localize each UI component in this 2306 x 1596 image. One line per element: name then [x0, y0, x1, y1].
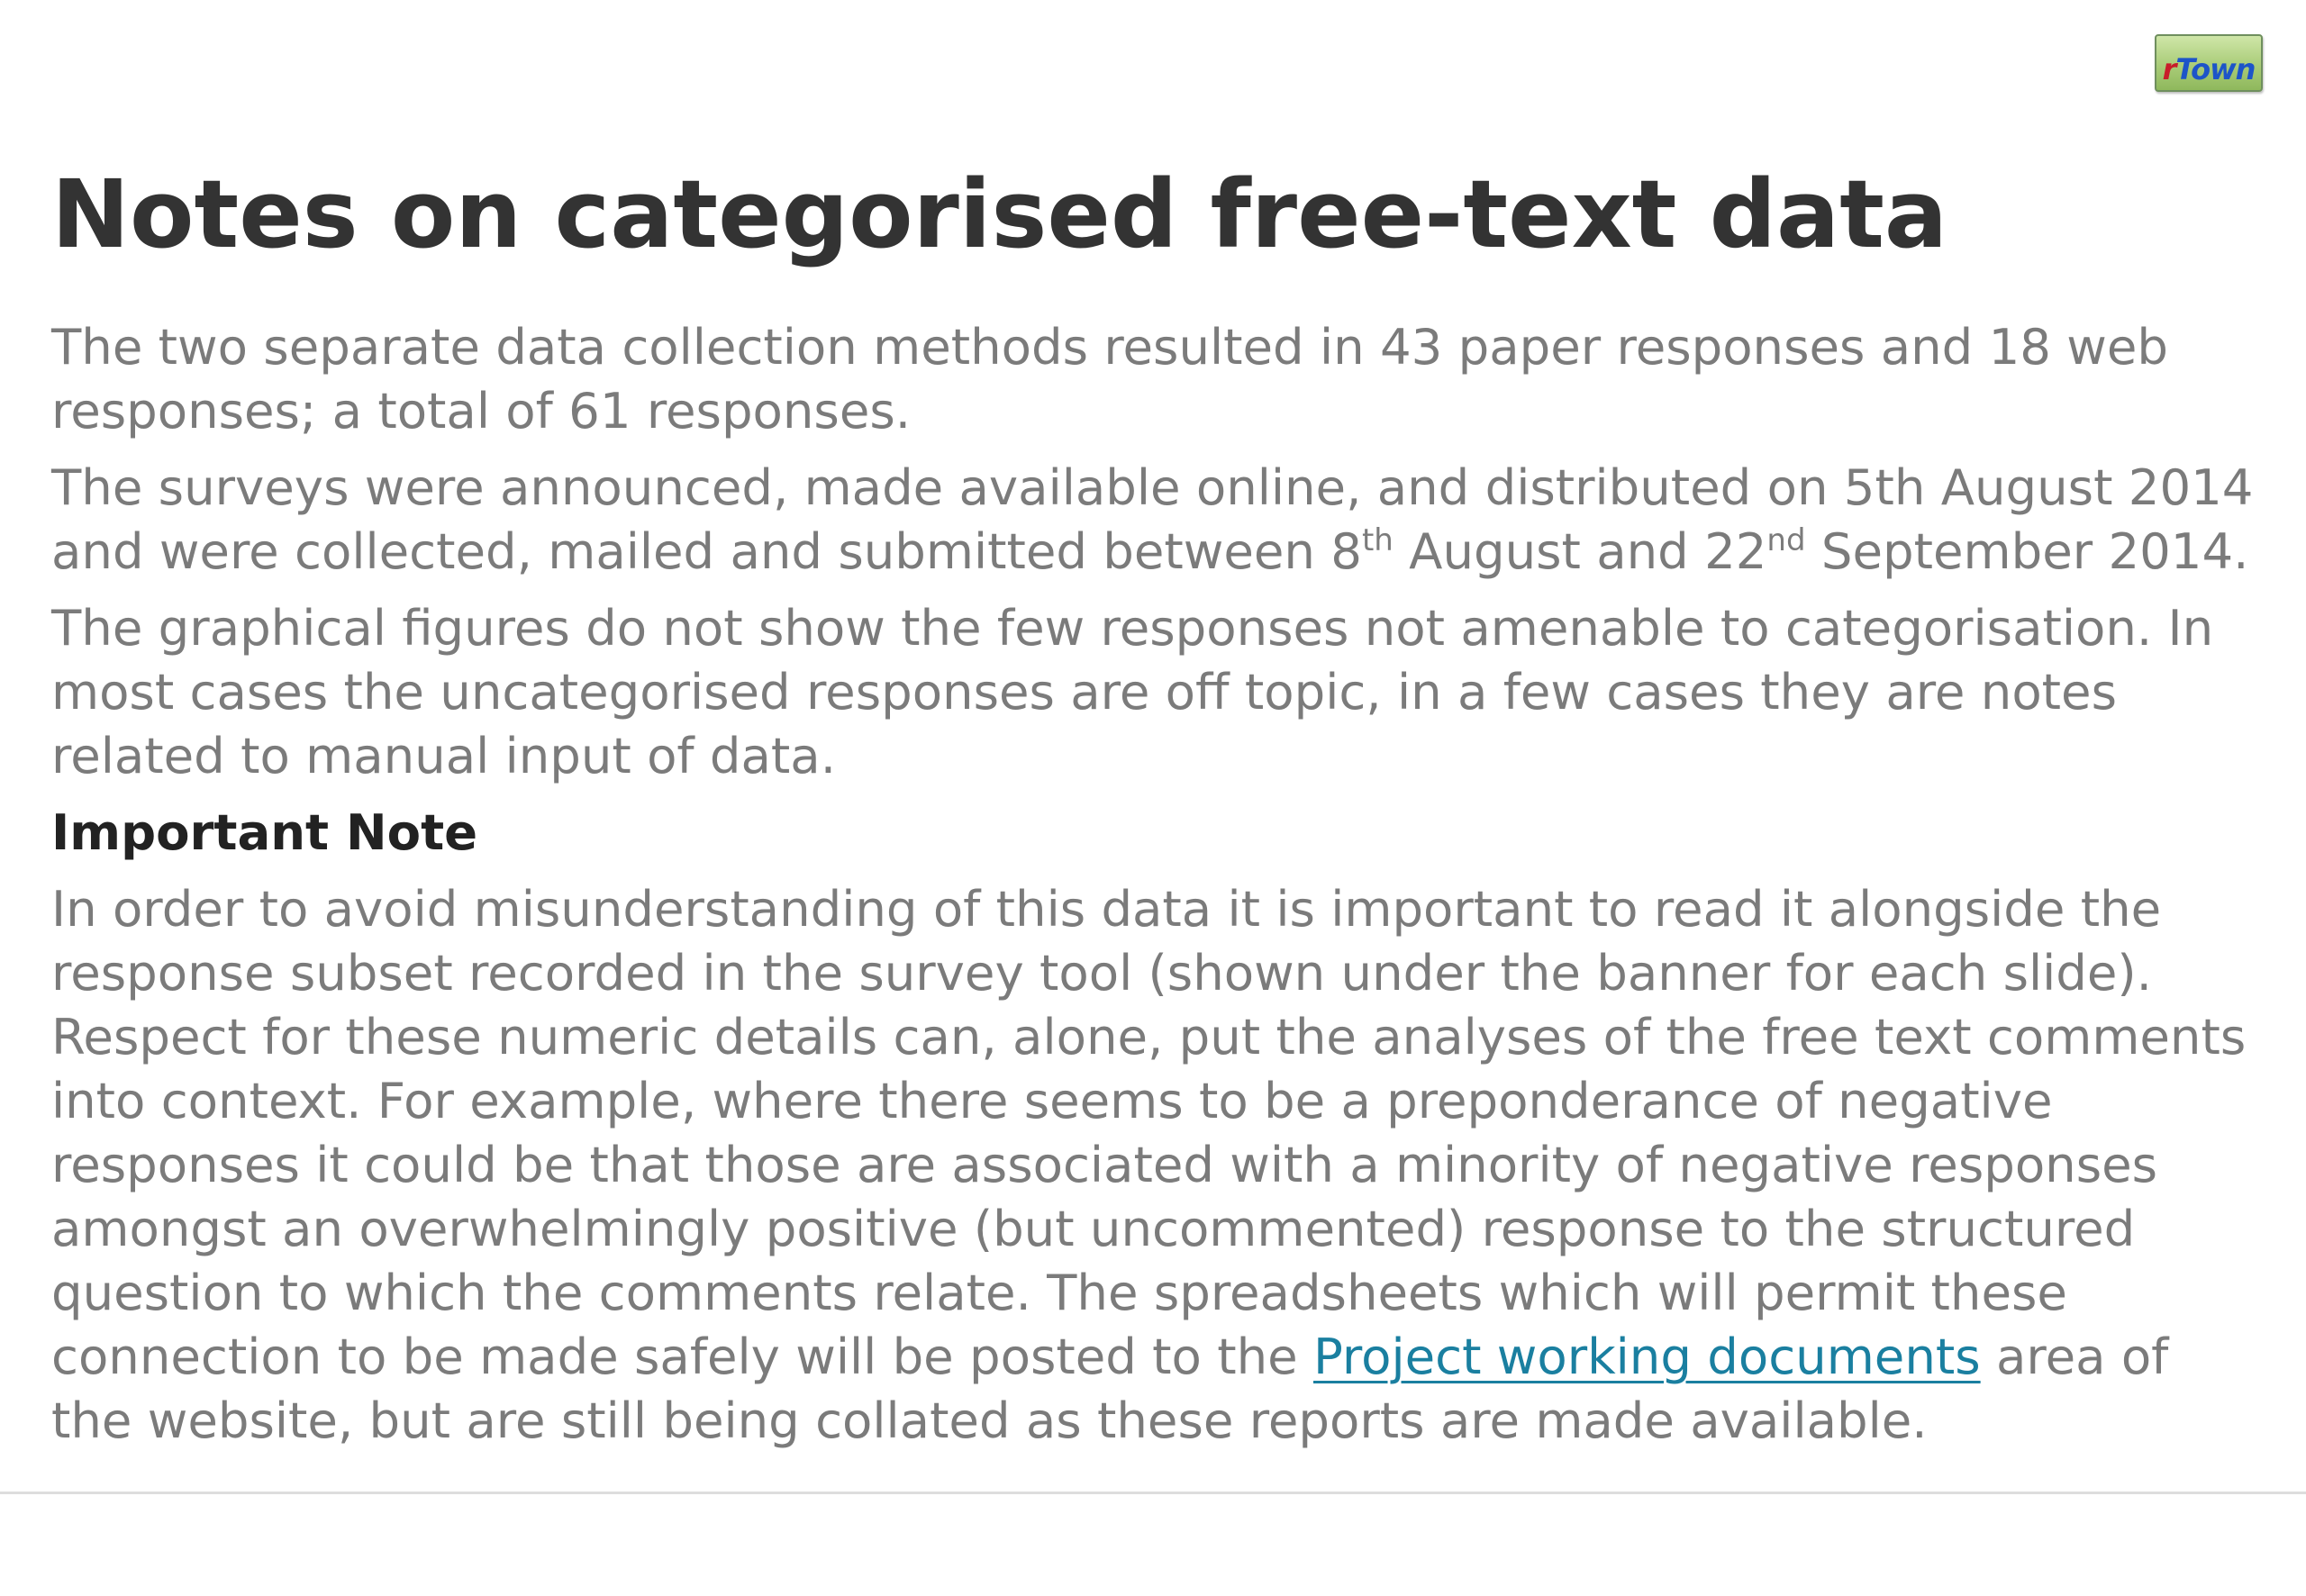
- rtown-logo[interactable]: [2155, 34, 2263, 92]
- text-line: The surveys were announced, made available online, and distributed on 5th August 2014: [51, 458, 2254, 516]
- text-line: most cases the uncategorised responses are off topic, in a few cases they are notes: [51, 663, 2117, 721]
- superscript-nd: nd: [1766, 522, 1806, 558]
- project-working-documents-link[interactable]: Project working documents: [1312, 1328, 1981, 1385]
- text-line: Respect for these numeric details can, alone, put the analyses of the free text comments: [51, 1008, 2247, 1066]
- paragraph-survey-dates: [51, 456, 2285, 584]
- text-segment: and were collected, mailed and submitted between 8: [51, 522, 1362, 580]
- text-line: amongst an overwhelmingly positive (but uncommented) response to the structured: [51, 1200, 2136, 1257]
- text-line: response subset recorded in the survey tool (shown under the banner for each slide).: [51, 944, 2152, 1002]
- logo-text-town: Town: [2175, 52, 2256, 86]
- text-line: The two separate data collection methods resulted in 43 paper responses and 18 web: [51, 318, 2168, 376]
- important-note-heading: Important Note: [51, 803, 478, 861]
- text-line: into context. For example, where there seems to be a preponderance of negative: [51, 1072, 2053, 1129]
- text-line: responses; a total of 61 responses.: [51, 382, 912, 440]
- superscript-th: th: [1361, 522, 1394, 558]
- bottom-divider: [0, 1492, 2306, 1494]
- text-line: The graphical figures do not show the few responses not amenable to categorisation. In: [51, 599, 2214, 657]
- paragraph-important-note: [51, 877, 2285, 1453]
- slide-body: [51, 315, 2285, 1465]
- text-segment: connection to be made safely will be posted to the: [51, 1328, 1313, 1385]
- paragraph-graphical-figures: [51, 596, 2285, 788]
- text-segment: September 2014.: [1805, 522, 2249, 580]
- text-segment: August and 22: [1393, 522, 1767, 580]
- text-segment: area of: [1980, 1328, 2169, 1385]
- text-line: related to manual input of data.: [51, 727, 837, 784]
- text-line: question to which the comments relate. The spreadsheets which will permit these: [51, 1264, 2067, 1321]
- page-title: Notes on categorised free-text data: [51, 159, 1948, 269]
- text-line: responses it could be that those are associated with a minority of negative responses: [51, 1136, 2158, 1193]
- text-line: In order to avoid misunderstanding of this data it is important to read it alongside the: [51, 880, 2162, 938]
- text-line: the website, but are still being collated as these reports are made available.: [51, 1392, 1928, 1449]
- logo-text-r: r: [2162, 52, 2176, 86]
- paragraph-responses: [51, 315, 2285, 443]
